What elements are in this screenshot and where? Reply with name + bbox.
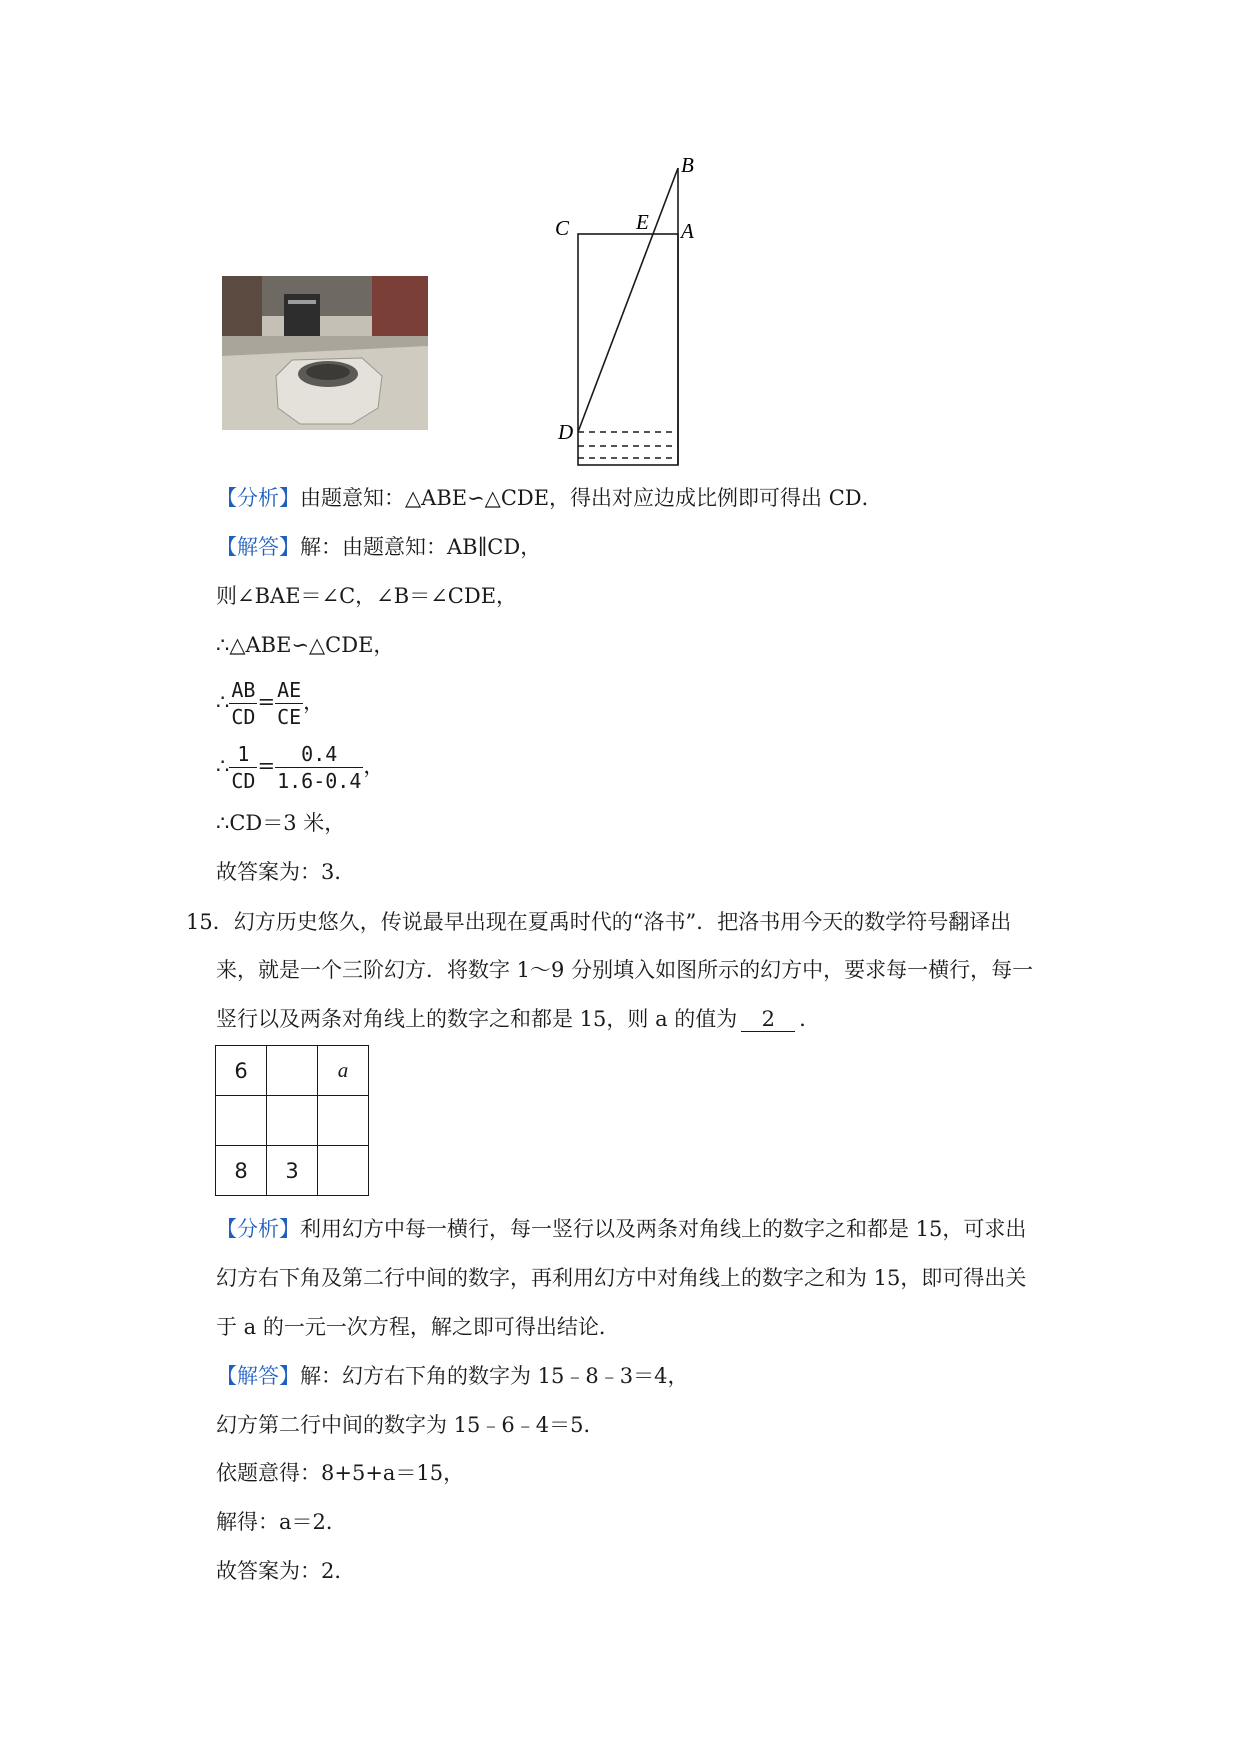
analysis-tag: 【分析】 [216,486,300,510]
period: ． [799,1007,821,1031]
q15-solution-line2: 幻方第二行中间的数字为 15﹣6﹣4＝5． [216,1413,605,1437]
fraction-ae-ce [275,677,303,730]
grid-row [216,1096,369,1146]
grid-row [216,1146,369,1196]
fraction-numerator: 0.4 [275,741,363,768]
q14-answer: 故答案为：3． [216,860,356,884]
solution-tag: 【解答】 [216,535,300,559]
q15-answer: 故答案为：2． [216,1559,356,1583]
label-e: E [636,210,649,234]
fraction-denominator: CE [277,705,302,729]
q15-analysis [216,1214,1026,1244]
fraction-ratio [275,741,363,794]
q14-step5: ∴CD＝3 米， [216,811,346,835]
geometry-diagram [548,150,708,475]
answer-blank: 2 [741,1007,795,1032]
grid-cell: 3 [267,1146,318,1196]
well-rectangle [578,234,678,465]
equals-sign: = [257,754,276,778]
fraction-numerator: AE [277,678,302,702]
grid-cell: a [318,1046,369,1096]
comma: ， [363,754,385,778]
well-photo [222,276,428,430]
magic-square [215,1045,369,1196]
grid-cell [267,1096,318,1146]
equals-sign: = [257,690,276,714]
q15-line3 [216,1004,820,1034]
q14-step3 [216,674,324,730]
q15-line1 [186,907,1011,937]
question-number: 15． [186,910,234,934]
q15-analysis-line3: 于 a 的一元一次方程，解之即可得出结论． [216,1315,620,1339]
fraction-ab-cd [229,677,257,730]
label-d: D [558,420,574,444]
solution-text: 解：幻方右下角的数字为 15﹣8﹣3＝4， [300,1364,689,1388]
grid-cell: 6 [216,1046,267,1096]
fraction-numerator: 1 [229,741,257,768]
q14-step4 [216,738,384,794]
fraction-numerator: AB [231,678,256,702]
label-b: B [681,153,694,177]
analysis-text: 利用幻方中每一横行，每一竖行以及两条对角线上的数字之和都是 15，可求出 [300,1217,1027,1241]
grid-cell [318,1146,369,1196]
analysis-text: 由题意知：△ABE∽△CDE，得出对应边成比例即可得出 CD． [300,486,883,510]
q15-solution [216,1361,688,1391]
therefore-symbol: ∴ [216,690,230,714]
q15-solution-line3: 依题意得：8+5+a＝15， [216,1461,465,1485]
fraction-denominator: CD [231,769,256,793]
label-c: C [555,216,570,240]
fraction-denominator: 1.6-0.4 [277,769,362,793]
grid-cell: 8 [216,1146,267,1196]
fraction-1-cd [229,741,257,794]
q15-solution-line4: 解得：a＝2． [216,1510,347,1534]
grid-cell [318,1096,369,1146]
grid-row [216,1046,369,1096]
label-a: A [681,219,694,243]
q15-analysis-line2: 幻方右下角及第二行中间的数字，再利用幻方中对角线上的数字之和为 15，即可得出关 [216,1266,1027,1290]
q14-solution [216,532,541,562]
q14-step2: ∴△ABE∽△CDE， [216,633,395,657]
therefore-symbol: ∴ [216,754,230,778]
question-text: 幻方历史悠久，传说最早出现在夏禹时代的“洛书”．把洛书用今天的数学符号翻译出 [233,910,1012,934]
analysis-tag: 【分析】 [216,1217,300,1241]
q15-line2: 来，就是一个三阶幻方．将数字 1～9 分别填入如图所示的幻方中，要求每一横行，每一 [216,958,1034,982]
q14-step1: 则∠BAE＝∠C，∠B＝∠CDE， [216,584,518,608]
fraction-denominator: CD [231,705,256,729]
question-text: 竖行以及两条对角线上的数字之和都是 15，则 a 的值为 [216,1007,738,1031]
comma: ， [303,690,325,714]
line-db [578,168,678,432]
solution-text: 解：由题意知：AB∥CD， [300,535,542,559]
grid-cell [267,1046,318,1096]
q14-analysis [216,483,883,513]
solution-tag: 【解答】 [216,1364,300,1388]
grid-cell [216,1096,267,1146]
